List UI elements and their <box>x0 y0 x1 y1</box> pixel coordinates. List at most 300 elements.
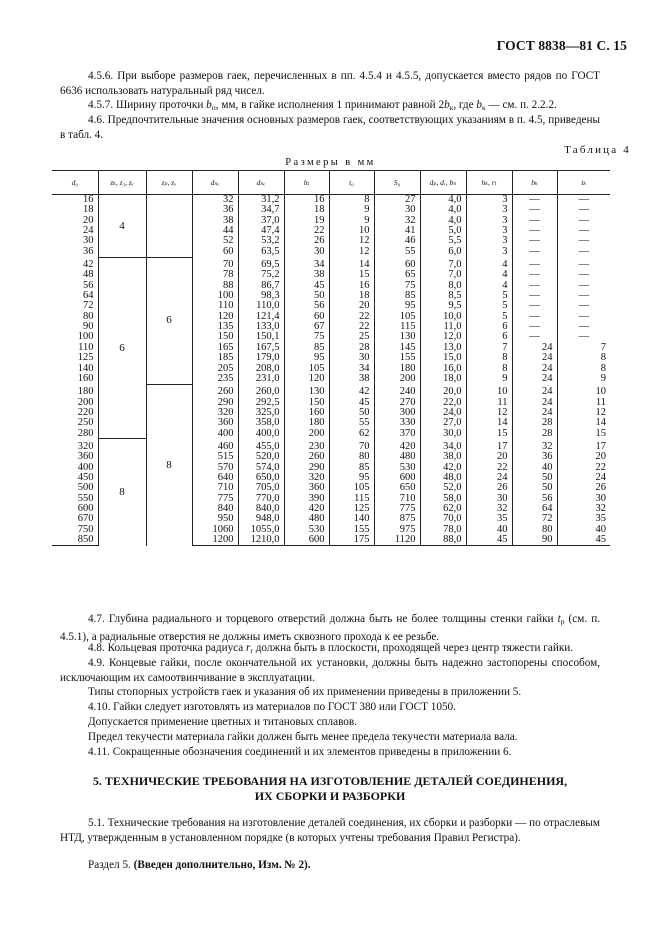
table-cell: 13,0 <box>420 343 466 353</box>
table-cell: 28 <box>512 418 557 428</box>
table-cell: 133,0 <box>238 322 284 332</box>
table-cell: 200 <box>77 396 94 408</box>
table-cell: 25 <box>329 332 374 342</box>
table-cell: 35 <box>466 514 512 524</box>
table-cell: 30 <box>284 247 329 257</box>
zp-group-cell <box>146 195 192 258</box>
table-cell: 160 <box>77 372 94 384</box>
table-cell: 115 <box>329 494 374 504</box>
table-cell: 52 <box>192 236 238 246</box>
table-cell: 75 <box>374 281 420 291</box>
table-cell: 24 <box>83 225 94 237</box>
table-cell: 12 <box>557 408 610 418</box>
table-cell: 500 <box>77 482 94 494</box>
table-cell: 120 <box>284 374 329 384</box>
table-cell: 550 <box>77 492 94 504</box>
table-cell: 56 <box>512 494 557 504</box>
table-cell: 121,4 <box>238 312 284 322</box>
table-cell: 16 <box>284 195 329 206</box>
table-cell: 22 <box>284 226 329 236</box>
table-cell: 750 <box>77 523 94 535</box>
table-cell: 155 <box>374 353 420 363</box>
table-cell: 27 <box>374 195 420 206</box>
table-cell: 5,5 <box>420 236 466 246</box>
table-cell: 9 <box>557 374 610 384</box>
table-cell: 80 <box>83 310 94 322</box>
table-cell: 770,0 <box>238 494 284 504</box>
table-cell: — <box>557 322 610 332</box>
table-cell: 180 <box>284 418 329 428</box>
table-header-row <box>52 171 610 195</box>
table-cell: 325,0 <box>238 408 284 418</box>
table-cell: 3 <box>466 247 512 257</box>
table-cell: 40 <box>512 463 557 473</box>
table-cell: 69,5 <box>238 257 284 270</box>
table-cell: 12,0 <box>420 332 466 342</box>
paragraph-4-7 <box>60 612 600 644</box>
table-cell: 10 <box>557 384 610 397</box>
table-cell: 32 <box>512 439 557 452</box>
table-cell: 6 <box>466 332 512 342</box>
table-cell: — <box>512 216 557 226</box>
table-cell: — <box>512 312 557 322</box>
table-cell: 7 <box>466 343 512 353</box>
text-run: 4.8. Кольцевая проточка радиуса <box>88 642 247 654</box>
table-cell: 40 <box>557 525 610 535</box>
table-cell: 200 <box>284 429 329 439</box>
table-cell: 27,0 <box>420 418 466 428</box>
table-cell: 420 <box>374 439 420 452</box>
table-cell: — <box>557 332 610 342</box>
table-cell: 70,0 <box>420 514 466 524</box>
table-cell: 17 <box>557 439 610 452</box>
table-cell: 32 <box>192 195 238 206</box>
table-cell: 4,0 <box>420 205 466 215</box>
symbol-b: b <box>206 99 212 111</box>
table-units: Размеры в мм <box>285 157 376 168</box>
table-cell: 15 <box>466 429 512 439</box>
table-cell: 6 <box>466 322 512 332</box>
table-cell: 480 <box>284 514 329 524</box>
table-cell: 88,0 <box>420 535 466 546</box>
table-cell: 9 <box>466 374 512 384</box>
subscript: к <box>482 103 486 112</box>
subscript: п <box>211 103 216 112</box>
table-cell: 530 <box>284 525 329 535</box>
table-cell: 48,0 <box>420 473 466 483</box>
table-cell: 115 <box>374 322 420 332</box>
section-5-title <box>60 774 600 804</box>
table-cell: 100 <box>77 331 94 343</box>
table-cell: 530 <box>374 463 420 473</box>
table-cell: 1210,0 <box>238 535 284 546</box>
table-cell: 1200 <box>192 535 238 546</box>
table-cell: 260 <box>284 452 329 462</box>
table-cell: 3 <box>466 226 512 236</box>
table-cell: — <box>512 257 557 270</box>
paragraph-5-1: 5.1. Технические требования на изготовление деталей соединения, их сборки и разборки — по отраслевым НТД, утвержденным в установленном порядке (в которых учтены требования Правил Регистра). <box>60 817 600 844</box>
table-cell: 14 <box>466 418 512 428</box>
table-cell: 35 <box>557 514 610 524</box>
table-cell: 110,0 <box>238 301 284 311</box>
table-cell: 50 <box>512 483 557 493</box>
table-cell: 20 <box>557 452 610 462</box>
table-cell: 240 <box>374 384 420 397</box>
column-header: t₀ <box>329 171 374 195</box>
column-header: dₚ, dᵣ, bₙ <box>420 171 466 195</box>
table-cell: 3 <box>466 236 512 246</box>
table-cell: 72 <box>83 300 94 312</box>
table-cell: 20 <box>466 452 512 462</box>
table-cell: 600 <box>77 502 94 514</box>
table-cell: 28 <box>329 343 374 353</box>
zk-group-cell: 6 <box>98 257 146 439</box>
table-cell: 5 <box>466 312 512 322</box>
table-cell: 260,0 <box>238 384 284 397</box>
table-cell: 650 <box>374 483 420 493</box>
table-cell: 4,0 <box>420 216 466 226</box>
zk-group-cell: 8 <box>98 439 146 546</box>
table-cell: 1055,0 <box>238 525 284 535</box>
column-header: zₖ, z₃, zₑ <box>98 171 146 195</box>
table-cell: 14 <box>557 418 610 428</box>
table-cell: 150,1 <box>238 332 284 342</box>
subscript: r <box>250 646 253 655</box>
table-cell: 42 <box>83 259 94 271</box>
table-cell: 3 <box>466 205 512 215</box>
table-cell: 85 <box>374 291 420 301</box>
subscript: p <box>560 617 565 626</box>
table-cell: 20 <box>329 301 374 311</box>
table-cell: 570 <box>192 463 238 473</box>
table-cell: 110 <box>78 341 94 353</box>
text-run: — см. п. 2.2.2. <box>485 99 557 111</box>
table-cell: 18,0 <box>420 374 466 384</box>
symbol-b: b <box>444 99 450 111</box>
table-cell: 42,0 <box>420 463 466 473</box>
column-header: d₀ <box>52 171 98 195</box>
table-cell: 34 <box>329 364 374 374</box>
text-run: , мм, в гайке исполнения 1 принимают равной 2 <box>215 99 445 111</box>
table-cell: 12 <box>329 236 374 246</box>
table-cell: 95 <box>374 301 420 311</box>
table-cell: 165 <box>192 343 238 353</box>
table-cell: 50 <box>329 408 374 418</box>
table-cell: 32 <box>374 216 420 226</box>
table-cell: 11 <box>557 398 610 408</box>
table-cell: — <box>512 301 557 311</box>
table-cell: 42 <box>329 384 374 397</box>
paragraph-4-10: 4.10. Гайки следует изготовлять из материалов по ГОСТ 380 или ГОСТ 1050. <box>88 701 456 713</box>
table-cell: 290 <box>192 398 238 408</box>
table-cell: 19 <box>284 216 329 226</box>
table-cell: 16 <box>329 281 374 291</box>
column-header: dₙₑ <box>238 171 284 195</box>
table-cell: 230 <box>284 439 329 452</box>
table-cell: 5 <box>466 291 512 301</box>
table-cell: 85 <box>329 463 374 473</box>
table-cell: 840,0 <box>238 504 284 514</box>
table-cell: 9 <box>329 216 374 226</box>
table-cell: 31,2 <box>238 195 284 206</box>
text-run: 4.5.7. Ширину проточки <box>88 99 207 111</box>
table-cell: 34,0 <box>420 439 466 452</box>
table-cell: 26 <box>284 236 329 246</box>
table-cell: 16 <box>83 194 94 205</box>
table-cell: 36 <box>83 245 94 257</box>
table-cell: 30 <box>557 494 610 504</box>
table-cell: 300 <box>374 408 420 418</box>
table-cell: 8,5 <box>420 291 466 301</box>
table-cell: 15 <box>329 270 374 280</box>
table-cell: — <box>512 281 557 291</box>
table-row <box>52 195 610 206</box>
table-cell: 30,0 <box>420 429 466 439</box>
paragraph-razdel-5 <box>60 858 600 873</box>
table-cell: 1120 <box>374 535 420 546</box>
table-cell: — <box>557 312 610 322</box>
table-cell: — <box>512 195 557 206</box>
table-cell: 390 <box>284 494 329 504</box>
table-cell: 330 <box>374 418 420 428</box>
section-title-line: ИХ СБОРКИ И РАЗБОРКИ <box>254 789 406 803</box>
table-cell: 840 <box>192 504 238 514</box>
zp-group-cell: 6 <box>146 257 192 384</box>
column-header: hₜ <box>284 171 329 195</box>
table-cell: 52,0 <box>420 483 466 493</box>
table-cell: 24 <box>466 473 512 483</box>
table-cell: 22 <box>329 312 374 322</box>
table-cell: 38 <box>284 270 329 280</box>
table-cell: 20 <box>83 214 94 226</box>
table-cell: 360 <box>284 483 329 493</box>
paragraph-4-9: 4.9. Концевые гайки, после окончательной их установки, должны быть надежно застопорены способом, исключающим их самоотвинчивание в эксплуатации. <box>60 657 600 684</box>
table-cell: 55 <box>374 247 420 257</box>
table-cell: 45 <box>557 535 610 546</box>
table-cell: 950 <box>192 514 238 524</box>
table-cell: 88 <box>192 281 238 291</box>
table-cell: 150 <box>284 398 329 408</box>
table-cell: 8 <box>557 353 610 363</box>
table-cell: 15 <box>557 429 610 439</box>
table-body <box>52 195 610 546</box>
table-cell: — <box>557 291 610 301</box>
table-cell: 18 <box>284 205 329 215</box>
table-cell: 62,0 <box>420 504 466 514</box>
table-cell: 705,0 <box>238 483 284 493</box>
text-run: 4.7. Глубина радиального и торцевого отверстий должна быть не более толщины стенки гайки <box>88 613 558 625</box>
table-cell: 145 <box>374 343 420 353</box>
table-cell: 24 <box>512 408 557 418</box>
table-cell: 125 <box>77 352 94 364</box>
table-cell: 45 <box>284 281 329 291</box>
text-run: , где <box>453 99 477 111</box>
paragraph-allowed: Допускается применение цветных и титановых сплавов. <box>88 716 357 728</box>
table-cell: 270 <box>374 398 420 408</box>
table-cell: 17 <box>466 439 512 452</box>
table-cell: 64 <box>83 290 94 302</box>
table-cell: 80 <box>512 525 557 535</box>
table-cell: 360 <box>192 418 238 428</box>
table-cell: 24,0 <box>420 408 466 418</box>
table-cell: 24 <box>512 343 557 353</box>
table-cell: 67 <box>284 322 329 332</box>
table-cell: 975 <box>374 525 420 535</box>
table-cell: 6,0 <box>420 247 466 257</box>
table-cell: 140 <box>77 362 94 374</box>
table-cell: 5,0 <box>420 226 466 236</box>
table-cell: 75 <box>284 332 329 342</box>
column-header: S₀ <box>374 171 420 195</box>
table-cell: 290 <box>284 463 329 473</box>
table-cell: 56 <box>284 301 329 311</box>
table-cell: 180 <box>77 386 94 398</box>
table-cell: 400,0 <box>238 429 284 439</box>
table-cell: 180 <box>374 364 420 374</box>
table-cell: 3 <box>466 216 512 226</box>
table-cell: 358,0 <box>238 418 284 428</box>
table-cell: 574,0 <box>238 463 284 473</box>
table-cell: 15,0 <box>420 353 466 363</box>
table-cell: 38 <box>329 374 374 384</box>
table-cell: — <box>557 270 610 280</box>
paragraph-4-5-6: 4.5.6. При выборе размеров гаек, перечисленных в пп. 4.5.4 и 4.5.5, допускается вместо рядов по ГОСТ 6636 использовать натуральный ряд чисел. <box>60 70 600 97</box>
table-cell: — <box>512 226 557 236</box>
table-cell: 948,0 <box>238 514 284 524</box>
table-cell: 86,7 <box>238 281 284 291</box>
table-cell: — <box>512 247 557 257</box>
table-cell: 60 <box>374 257 420 270</box>
table-cell: 231,0 <box>238 374 284 384</box>
table-cell: 8 <box>466 353 512 363</box>
table-cell: 45 <box>329 398 374 408</box>
table-cell: 46 <box>374 236 420 246</box>
table-cell: 450 <box>77 471 94 483</box>
table-cell: 24 <box>512 353 557 363</box>
table-cell: 90 <box>83 321 94 333</box>
table-cell: 650,0 <box>238 473 284 483</box>
table-cell: 36 <box>512 452 557 462</box>
table-cell: — <box>512 322 557 332</box>
table-cell: 600 <box>374 473 420 483</box>
table-cell: 155 <box>329 525 374 535</box>
table-cell: 320 <box>284 473 329 483</box>
table-row <box>52 439 610 452</box>
table-cell: 320 <box>77 440 94 452</box>
table-cell: 515 <box>192 452 238 462</box>
text-run: Раздел 5. <box>88 859 134 871</box>
table-cell: 850 <box>52 535 98 546</box>
table-cell: 30 <box>466 494 512 504</box>
table-cell: 85 <box>284 343 329 353</box>
table-cell: 45 <box>466 535 512 546</box>
table-cell: 10 <box>466 384 512 397</box>
table-cell: 130 <box>284 384 329 397</box>
table-cell: 22 <box>466 463 512 473</box>
table-cell: 480 <box>374 452 420 462</box>
table-cell: 460 <box>192 439 238 452</box>
table-cell: 5 <box>466 301 512 311</box>
table-cell: 24 <box>557 473 610 483</box>
table-cell: 64 <box>512 504 557 514</box>
table-cell: 4 <box>466 270 512 280</box>
table-cell: 8,0 <box>420 281 466 291</box>
column-header: zₚ, zₓ <box>146 171 192 195</box>
paragraph-types: Типы стопорных устройств гаек и указания об их применении приведены в приложении 5. <box>88 686 522 698</box>
table-cell: 56 <box>83 279 94 291</box>
table-cell: 50 <box>512 473 557 483</box>
table-cell: 4,0 <box>420 195 466 206</box>
table-cell: 120 <box>192 312 238 322</box>
table-cell: 80 <box>329 452 374 462</box>
table-cell: 16,0 <box>420 364 466 374</box>
zp-group-cell: 8 <box>146 384 192 546</box>
amendment-note: (Введен дополнительно, Изм. № 2). <box>133 859 311 871</box>
table-cell: 14 <box>329 257 374 270</box>
table-cell: 130 <box>374 332 420 342</box>
table-cell: 36 <box>192 205 238 215</box>
table-cell: 34 <box>284 257 329 270</box>
table-cell: — <box>512 332 557 342</box>
table-cell: 90 <box>512 535 557 546</box>
table-cell: 320 <box>192 408 238 418</box>
paragraph-limit: Предел текучести материала гайки должен быть менее предела текучести материала вала. <box>88 731 518 743</box>
table-cell: 47,4 <box>238 226 284 236</box>
table-cell: 260 <box>192 384 238 397</box>
table-cell: 18 <box>329 291 374 301</box>
table-cell: 670 <box>77 513 94 525</box>
table-cell: 208,0 <box>238 364 284 374</box>
table-cell: 710 <box>374 494 420 504</box>
table-cell: 78 <box>192 270 238 280</box>
table-cell: 640 <box>192 473 238 483</box>
table-cell: 55 <box>329 418 374 428</box>
table-cell: 22 <box>557 463 610 473</box>
paragraph-4-6: 4.6. Предпочтительные значения основных размеров гаек, соответствующих указаниям в п. 4.5, приведены в табл. 4. <box>60 114 600 141</box>
table-cell: 24 <box>512 398 557 408</box>
table-cell: 62 <box>329 429 374 439</box>
table-cell: 250 <box>77 417 94 429</box>
table-cell: 360 <box>77 451 94 463</box>
zk-group-cell: 4 <box>98 195 146 258</box>
table-cell: 63,5 <box>238 247 284 257</box>
table-row <box>52 257 610 270</box>
table-cell: 105 <box>374 312 420 322</box>
table-caption: Таблица 4 <box>564 144 631 156</box>
column-header: hₖ, rₜ <box>466 171 512 195</box>
column-header: dₙₑ <box>192 171 238 195</box>
table-cell: 11 <box>466 398 512 408</box>
table-cell: 30 <box>329 353 374 363</box>
table-cell: — <box>512 270 557 280</box>
table-cell: 37,0 <box>238 216 284 226</box>
table-cell: 205 <box>192 364 238 374</box>
table-cell: 8 <box>466 364 512 374</box>
table-cell: 12 <box>329 247 374 257</box>
table-cell: 95 <box>284 353 329 363</box>
table-cell: 167,5 <box>238 343 284 353</box>
table-cell: 135 <box>192 322 238 332</box>
table-cell: 1060 <box>192 525 238 535</box>
table-cell: 7,0 <box>420 270 466 280</box>
table-cell: 125 <box>329 504 374 514</box>
table-cell: 70 <box>329 439 374 452</box>
table-cell: 710 <box>192 483 238 493</box>
table-cell: 44 <box>192 226 238 236</box>
table-cell: — <box>512 205 557 215</box>
symbol-r: r <box>246 642 251 654</box>
table-cell: 7 <box>557 343 610 353</box>
